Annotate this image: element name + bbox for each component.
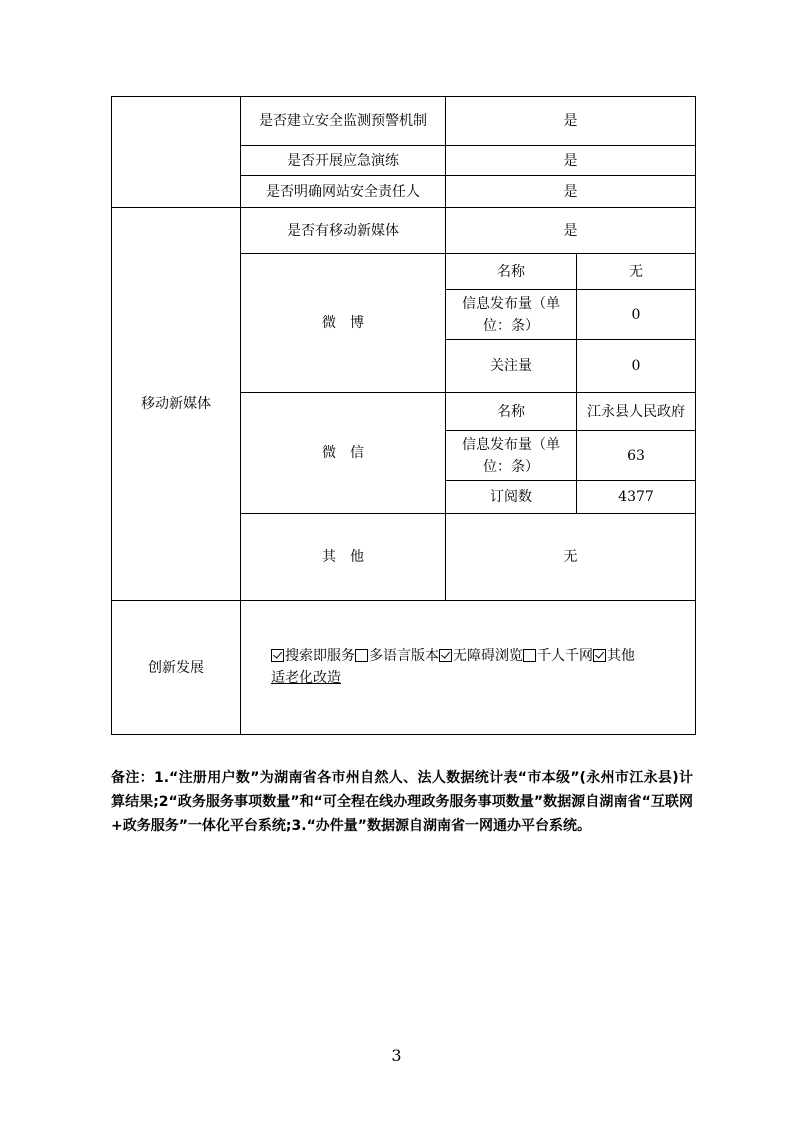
responsible-label: 是否明确网站安全责任人 bbox=[240, 175, 446, 208]
innovation-section-label: 创新发展 bbox=[111, 600, 241, 735]
option-multilingual[interactable]: 多语言版本 bbox=[355, 648, 439, 664]
weibo-followers: 0 bbox=[576, 339, 696, 393]
other-media-label: 其 他 bbox=[240, 513, 446, 601]
drill-value: 是 bbox=[445, 145, 696, 176]
website-report-table bbox=[111, 96, 696, 735]
wechat-subscribers: 4377 bbox=[576, 480, 696, 514]
monitoring-label: 是否建立安全监测预警机制 bbox=[240, 96, 446, 146]
wechat-posts: 63 bbox=[576, 430, 696, 481]
weibo-name: 无 bbox=[576, 253, 696, 290]
innovation-options bbox=[271, 645, 691, 689]
mobile-media-value: 是 bbox=[445, 207, 696, 254]
weibo-name-label: 名称 bbox=[445, 253, 577, 290]
new-media-section-label: 移动新媒体 bbox=[111, 207, 241, 601]
other-media-value: 无 bbox=[445, 513, 696, 601]
checkbox-checked-icon[interactable] bbox=[593, 649, 606, 662]
option-other[interactable]: 其他 bbox=[593, 648, 635, 664]
wechat-label: 微 信 bbox=[240, 392, 446, 514]
weibo-posts: 0 bbox=[576, 289, 696, 340]
option-personalized[interactable]: 千人千网 bbox=[523, 648, 593, 664]
weibo-followers-label: 关注量 bbox=[445, 339, 577, 393]
weibo-posts-label: 信息发布量（单位：条） bbox=[445, 289, 577, 340]
checkbox-checked-icon[interactable] bbox=[439, 649, 452, 662]
wechat-posts-label: 信息发布量（单位：条） bbox=[445, 430, 577, 481]
security-section-cell bbox=[111, 96, 241, 208]
other-option-text: 适老化改造 bbox=[271, 670, 341, 686]
checkbox-unchecked-icon[interactable] bbox=[523, 649, 536, 662]
wechat-name: 江永县人民政府 bbox=[576, 392, 696, 431]
option-accessibility[interactable]: 无障碍浏览 bbox=[439, 648, 523, 664]
option-search-service[interactable]: 搜索即服务 bbox=[271, 648, 355, 664]
responsible-value: 是 bbox=[445, 175, 696, 208]
wechat-name-label: 名称 bbox=[445, 392, 577, 431]
drill-label: 是否开展应急演练 bbox=[240, 145, 446, 176]
weibo-label: 微 博 bbox=[240, 253, 446, 393]
wechat-subscribers-label: 订阅数 bbox=[445, 480, 577, 514]
footnote: 备注：1.“注册用户数”为湖南省各市州自然人、法人数据统计表“市本级”(永州市江永县)计算结果;2“政务服务事项数量”和“可全程在线办理政务服务事项数量”数据源自湖南省“互联网+政务服务”一体化平台系统;3.“办件量”数据源自湖南省一网通办平台系统。 bbox=[111, 770, 693, 834]
mobile-media-label: 是否有移动新媒体 bbox=[240, 207, 446, 254]
checkbox-checked-icon[interactable] bbox=[271, 649, 284, 662]
monitoring-value: 是 bbox=[445, 96, 696, 146]
checkbox-unchecked-icon[interactable] bbox=[355, 649, 368, 662]
page-number: 3 bbox=[391, 1046, 402, 1065]
